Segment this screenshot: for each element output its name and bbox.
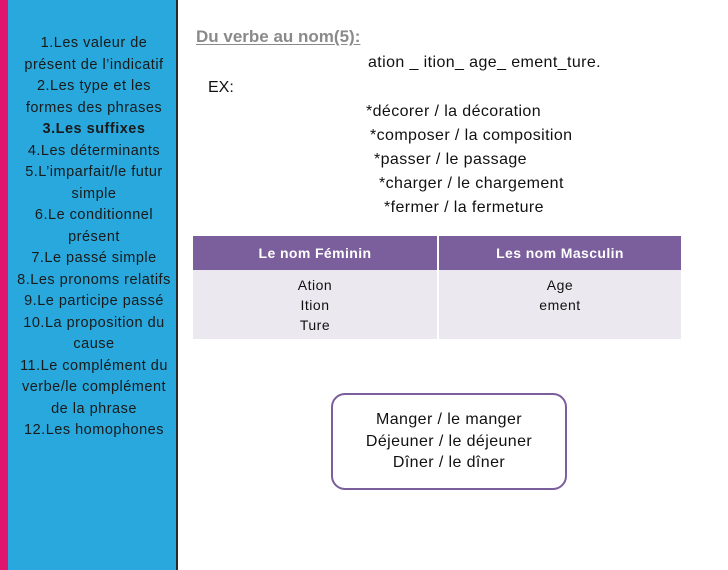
sidebar-item-homophones[interactable]: 12.Les homophones: [24, 422, 164, 438]
box-line-dejeuner: Déjeuner / le déjeuner: [365, 432, 533, 450]
header-masculin: Les nom Masculin: [438, 236, 681, 270]
table-row: [193, 270, 681, 339]
suffix-ation: Ation: [297, 277, 333, 293]
sidebar-item-proposition[interactable]: 10.La proposition du cause: [23, 314, 165, 352]
header-feminin: Le nom Féminin: [193, 236, 438, 270]
example-box: [331, 393, 567, 490]
suffix-list: ation _ ition_ age_ ement_ture.: [368, 54, 602, 71]
table-header-row: [193, 236, 681, 270]
sidebar-item-determinants[interactable]: 4.Les déterminants: [27, 142, 161, 159]
sidebar-item-phrases[interactable]: 2.Les type et les formes des phrases: [25, 78, 163, 116]
page-title: Du verbe au nom(5):: [196, 27, 361, 46]
example-charger: *charger / le chargement: [379, 175, 564, 192]
suffix-age: Age: [546, 277, 574, 293]
sidebar-item-complement[interactable]: 11.Le complément du verbe/le complément de la phrase: [20, 357, 168, 417]
sidebar-item-participe[interactable]: 9.Le participe passé: [24, 293, 164, 309]
sidebar: [0, 0, 178, 570]
box-line-diner: Dîner / le dîner: [392, 454, 506, 471]
sidebar-item-present[interactable]: 1.Les valeur de présent de l’indicatif: [24, 35, 164, 73]
example-passer: *passer / le passage: [374, 151, 527, 168]
sidebar-list: [14, 33, 174, 442]
sidebar-item-passe-simple[interactable]: 7.Le passé simple: [31, 250, 157, 266]
suffix-ition: Ition: [300, 297, 330, 313]
sidebar-item-imparfait[interactable]: 5.L’imparfait/le futur simple: [25, 164, 163, 202]
sidebar-item-conditionnel[interactable]: 6.Le conditionnel présent: [34, 207, 154, 245]
suffix-table: [193, 236, 681, 339]
ex-label: EX:: [208, 79, 234, 96]
cell-masculin: [438, 270, 681, 339]
example-composer: *composer / la composition: [370, 127, 573, 144]
example-fermer: *fermer / la fermeture: [384, 199, 544, 216]
sidebar-item-pronoms[interactable]: 8.Les pronoms relatifs: [17, 271, 171, 288]
cell-feminin: [193, 270, 438, 339]
suffix-ement: ement: [539, 297, 581, 313]
box-line-manger: Manger / le manger: [376, 411, 522, 428]
suffix-ture: Ture: [299, 317, 331, 333]
example-decorer: *décorer / la décoration: [366, 103, 542, 120]
sidebar-item-suffixes[interactable]: 3.Les suffixes: [42, 121, 146, 137]
